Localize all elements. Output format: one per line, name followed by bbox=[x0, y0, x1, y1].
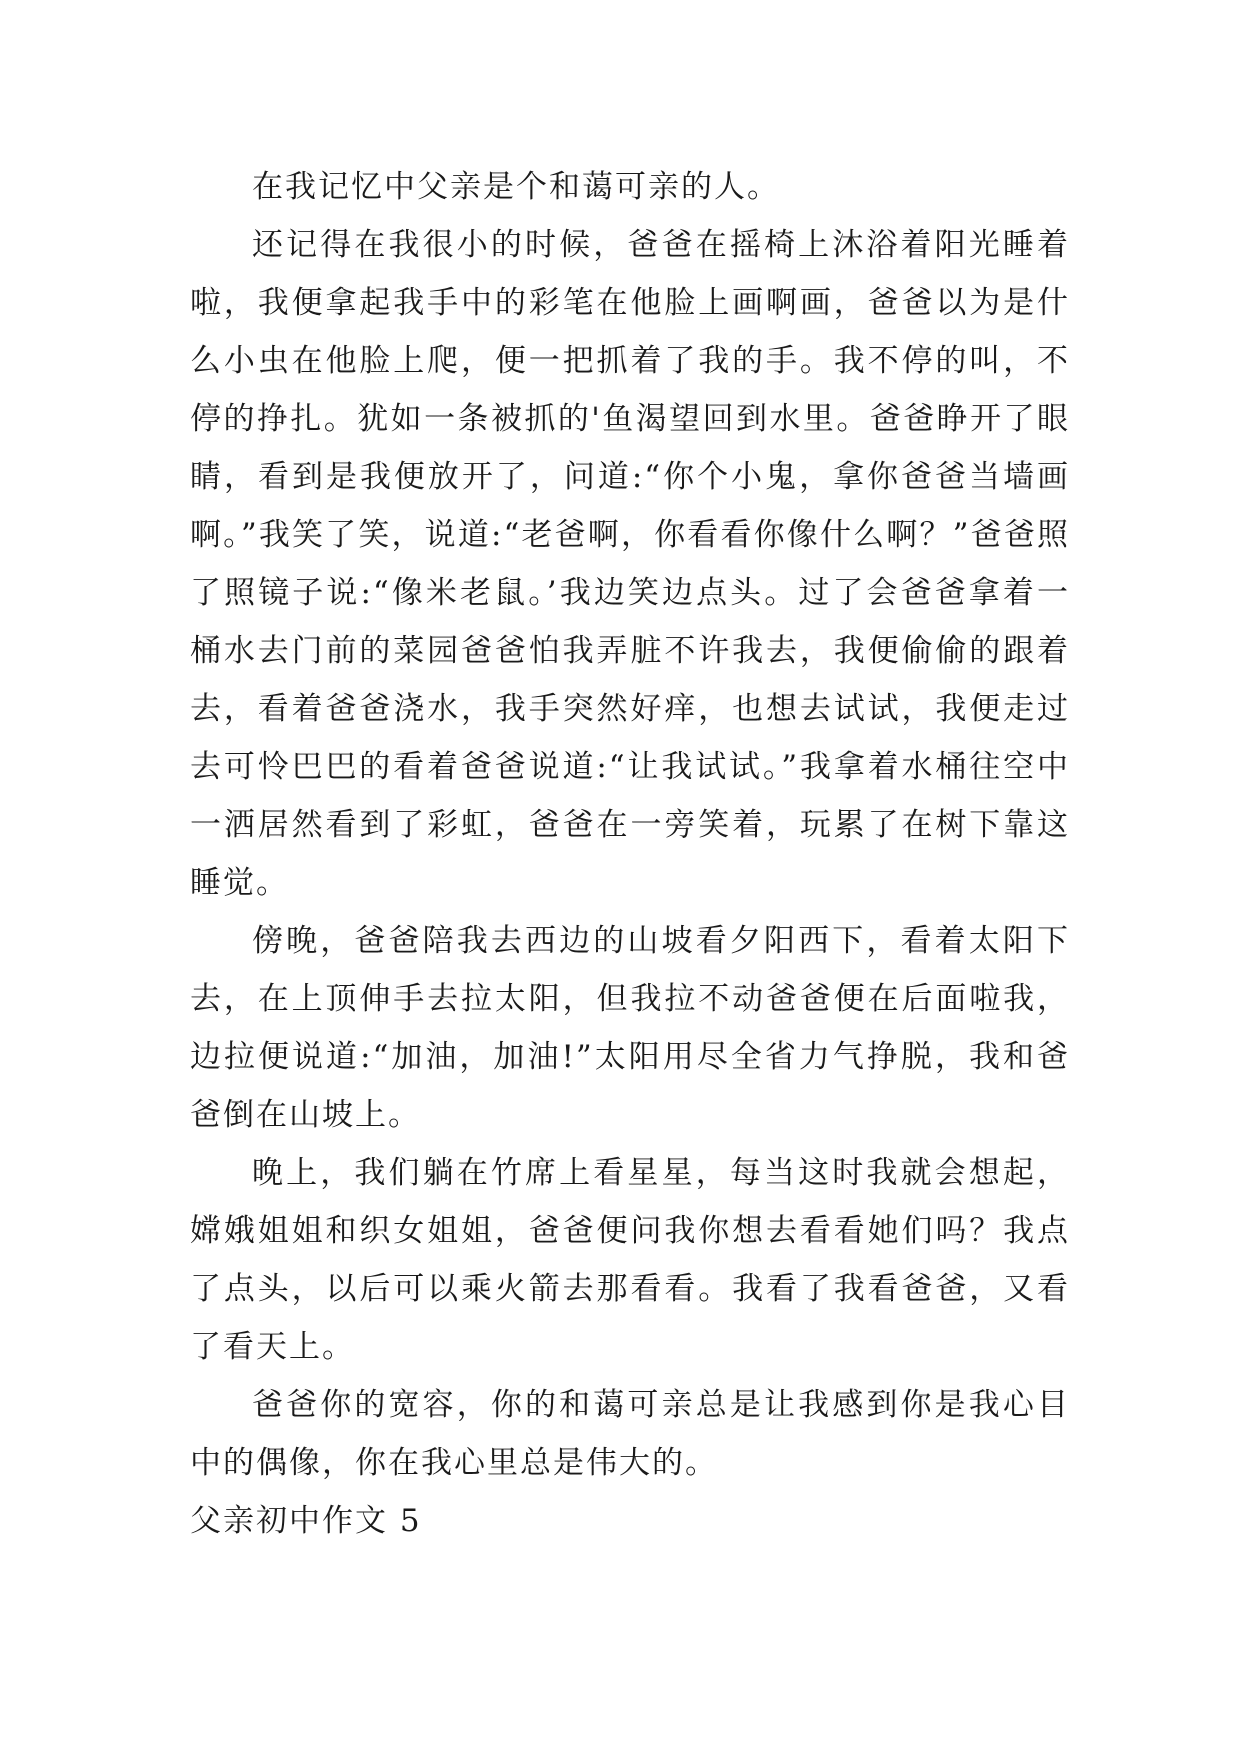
essay-body bbox=[190, 158, 1070, 1550]
paragraph-memory: 还记得在我很小的时候，爸爸在摇椅上沐浴着阳光睡着啦，我便拿起我手中的彩笔在他脸上画啊画，爸爸以为是什么小虫在他脸上爬，便一把抓着了我的手。我不停的叫，不停的挣扎。犹如一条被抓的'鱼渴望回到水里。爸爸睁开了眼睛，看到是我便放开了，问道:“你个小鬼，拿你爸爸当墙画啊。”我笑了笑，说道:“老爸啊，你看看你像什么啊？”爸爸照了照镜子说:“像米老鼠。’我边笑边点头。过了会爸爸拿着一桶水去门前的菜园爸爸怕我弄脏不许我去，我便偷偷的跟着去，看着爸爸浇水，我手突然好痒，也想去试试，我便走过去可怜巴巴的看着爸爸说道:“让我试试。”我拿着水桶往空中一洒居然看到了彩虹，爸爸在一旁笑着，玩累了在树下靠这睡觉。 bbox=[190, 227, 1070, 901]
paragraph-conclusion: 爸爸你的宽容，你的和蔼可亲总是让我感到你是我心目中的偶像，你在我心里总是伟大的。 bbox=[190, 1387, 1070, 1481]
paragraph-intro: 在我记忆中父亲是个和蔼可亲的人。 bbox=[252, 169, 780, 205]
paragraph-night: 晚上，我们躺在竹席上看星星，每当这时我就会想起，嫦娥姐姐和织女姐姐，爸爸便问我你想去看看她们吗？我点了点头，以后可以乘火箭去那看看。我看了我看爸爸，又看了看天上。 bbox=[190, 1155, 1070, 1365]
section-heading: 父亲初中作文 5 bbox=[190, 1503, 422, 1539]
paragraph-evening: 傍晚，爸爸陪我去西边的山坡看夕阳西下，看着太阳下去，在上顶伸手去拉太阳，但我拉不动爸爸便在后面啦我，边拉便说道:“加油，加油!”太阳用尽全省力气挣脱，我和爸爸倒在山坡上。 bbox=[190, 923, 1070, 1133]
